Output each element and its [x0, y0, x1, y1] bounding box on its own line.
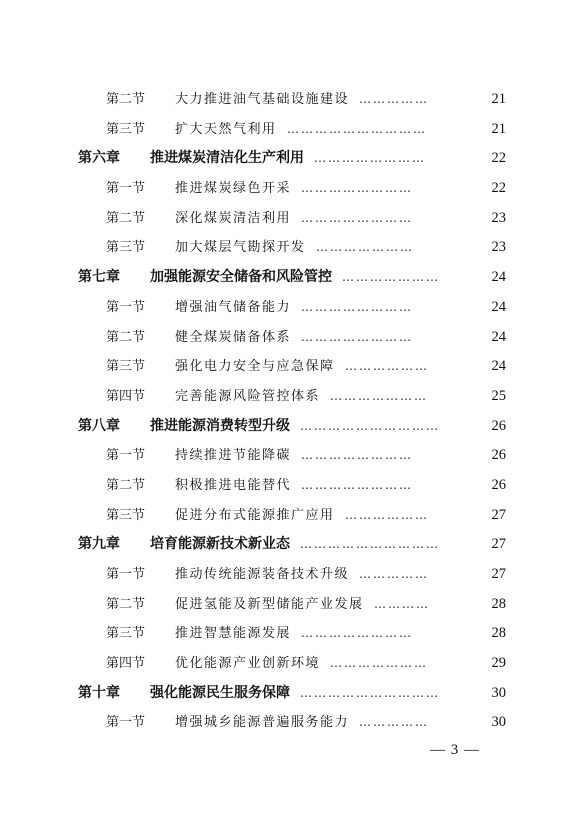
toc-chapter-entry[interactable] [0, 263, 580, 293]
toc-entry-title: 推动传统能源装备技术升级 [175, 567, 350, 582]
toc-section-entry[interactable] [0, 708, 580, 738]
toc-entry-label: 第一节 [106, 567, 146, 582]
toc-dot-leader: ……………… [345, 507, 429, 522]
toc-dot-leader: ……………… [345, 359, 429, 374]
toc-entry-title: 强化能源民生服务保障 [150, 684, 290, 701]
toc-entry-page: 23 [491, 239, 506, 256]
toc-entry-title: 健全煤炭储备体系 [175, 329, 292, 345]
toc-entry-label: 第九章 [78, 536, 120, 553]
toc-entry-page: 21 [491, 120, 506, 137]
toc-entry-title: 优化能源产业创新环境 [175, 656, 321, 672]
toc-dot-leader: ………………………… [300, 685, 440, 700]
toc-section-entry[interactable] [0, 382, 580, 412]
toc-entry-label: 第一节 [106, 181, 146, 197]
toc-section-entry[interactable] [0, 204, 580, 234]
toc-entry-page: 21 [491, 91, 506, 107]
toc-entry-page: 26 [491, 447, 506, 464]
toc-entry-title: 完善能源风险管控体系 [175, 388, 321, 404]
toc-dot-leader: …………………… [314, 151, 426, 166]
toc-section-entry[interactable] [0, 233, 580, 263]
toc-entry-title: 推进煤炭清洁化生产利用 [150, 150, 304, 167]
toc-section-entry[interactable] [0, 293, 580, 323]
toc-entry-label: 第二节 [106, 92, 146, 107]
toc-section-entry[interactable] [0, 441, 580, 471]
toc-entry-page: 29 [491, 655, 506, 672]
toc-entry-label: 第四节 [106, 656, 146, 672]
toc-section-entry[interactable] [0, 115, 580, 145]
table-of-contents [0, 85, 580, 738]
toc-entry-page: 30 [491, 714, 506, 731]
toc-chapter-entry[interactable] [0, 530, 580, 560]
toc-entry-page: 23 [491, 209, 506, 226]
toc-section-entry[interactable] [0, 649, 580, 679]
toc-dot-leader: …………… [359, 567, 429, 581]
toc-section-entry[interactable] [0, 85, 580, 115]
toc-entry-page: 27 [491, 536, 506, 553]
toc-entry-page: 24 [491, 328, 506, 345]
toc-entry-page: 22 [491, 180, 506, 197]
toc-dot-leader: ………………… [316, 240, 414, 255]
toc-dot-leader: ………………… [330, 388, 428, 403]
toc-entry-title: 加大煤层气勘探开发 [175, 240, 306, 256]
toc-dot-leader: …………………… [301, 210, 413, 225]
toc-entry-title: 推进煤炭绿色开采 [175, 181, 292, 197]
toc-chapter-entry[interactable] [0, 144, 580, 174]
toc-dot-leader: ………………………… [300, 537, 440, 552]
toc-entry-label: 第二节 [106, 210, 146, 226]
toc-entry-label: 第八章 [78, 417, 120, 434]
toc-dot-leader: …………………… [301, 329, 413, 344]
toc-entry-title: 加强能源安全储备和风险管控 [150, 269, 332, 286]
toc-section-entry[interactable] [0, 352, 580, 382]
toc-entry-title: 推进智慧能源发展 [175, 626, 292, 642]
toc-dot-leader: …………… [359, 92, 429, 106]
toc-entry-title: 深化煤炭清洁利用 [175, 210, 292, 226]
toc-dot-leader: ………………………… [300, 418, 440, 433]
toc-entry-title: 推进能源消费转型升级 [150, 417, 290, 434]
toc-entry-label: 第二节 [106, 329, 146, 345]
toc-entry-label: 第十章 [78, 684, 120, 701]
toc-dot-leader: …………………… [301, 181, 413, 196]
toc-entry-label: 第三节 [106, 359, 146, 375]
toc-entry-page: 24 [491, 269, 506, 286]
toc-section-entry[interactable] [0, 174, 580, 204]
toc-entry-title: 大力推进油气基础设施建设 [175, 92, 350, 107]
toc-section-entry[interactable] [0, 590, 580, 620]
toc-entry-title: 增强城乡能源普遍服务能力 [175, 715, 350, 731]
toc-entry-label: 第二节 [106, 477, 146, 493]
toc-entry-page: 27 [491, 566, 506, 582]
toc-section-entry[interactable] [0, 501, 580, 531]
toc-entry-page: 24 [491, 358, 506, 375]
toc-chapter-entry[interactable] [0, 412, 580, 442]
toc-dot-leader: …………………… [301, 626, 413, 641]
toc-section-entry[interactable] [0, 560, 580, 590]
toc-dot-leader: ………… [374, 596, 430, 611]
toc-entry-label: 第三节 [106, 626, 146, 642]
toc-entry-page: 22 [491, 150, 506, 167]
toc-dot-leader: ………………… [342, 270, 440, 285]
toc-section-entry[interactable] [0, 619, 580, 649]
toc-entry-page: 28 [491, 595, 506, 612]
toc-entry-title: 积极推进电能替代 [175, 477, 292, 493]
toc-entry-title: 增强油气储备能力 [175, 299, 292, 315]
toc-entry-page: 30 [491, 684, 506, 701]
toc-entry-label: 第三节 [106, 240, 146, 256]
page-number: — 3 — [430, 742, 480, 758]
toc-dot-leader: ………………………… [287, 121, 427, 136]
toc-entry-page: 27 [491, 506, 506, 523]
toc-entry-label: 第一节 [106, 715, 146, 731]
toc-dot-leader: …………………… [301, 477, 413, 492]
toc-entry-label: 第一节 [106, 299, 146, 315]
toc-entry-page: 26 [491, 476, 506, 493]
toc-entry-page: 26 [491, 417, 506, 434]
toc-entry-label: 第一节 [106, 448, 146, 464]
toc-dot-leader: …………………… [301, 299, 413, 314]
toc-chapter-entry[interactable] [0, 679, 580, 709]
toc-entry-page: 25 [491, 387, 506, 404]
toc-dot-leader: ………………… [330, 656, 428, 671]
toc-dot-leader: …………………… [301, 448, 413, 463]
toc-entry-label: 第四节 [106, 388, 146, 404]
toc-entry-title: 强化电力安全与应急保障 [175, 359, 335, 375]
toc-entry-label: 第三节 [106, 507, 146, 523]
toc-entry-title: 持续推进节能降碳 [175, 448, 292, 464]
toc-entry-label: 第三节 [106, 121, 146, 137]
toc-dot-leader: …………… [359, 715, 429, 730]
toc-entry-page: 28 [491, 625, 506, 642]
toc-entry-title: 扩大天然气利用 [175, 121, 277, 137]
toc-entry-label: 第二节 [106, 596, 146, 612]
toc-section-entry[interactable] [0, 471, 580, 501]
toc-section-entry[interactable] [0, 323, 580, 353]
toc-entry-title: 促进分布式能源推广应用 [175, 507, 335, 523]
toc-entry-title: 培育能源新技术新业态 [150, 536, 290, 553]
toc-entry-title: 促进氢能及新型储能产业发展 [175, 596, 364, 612]
toc-entry-page: 24 [491, 298, 506, 315]
toc-entry-label: 第七章 [78, 269, 120, 286]
toc-entry-label: 第六章 [78, 150, 120, 167]
